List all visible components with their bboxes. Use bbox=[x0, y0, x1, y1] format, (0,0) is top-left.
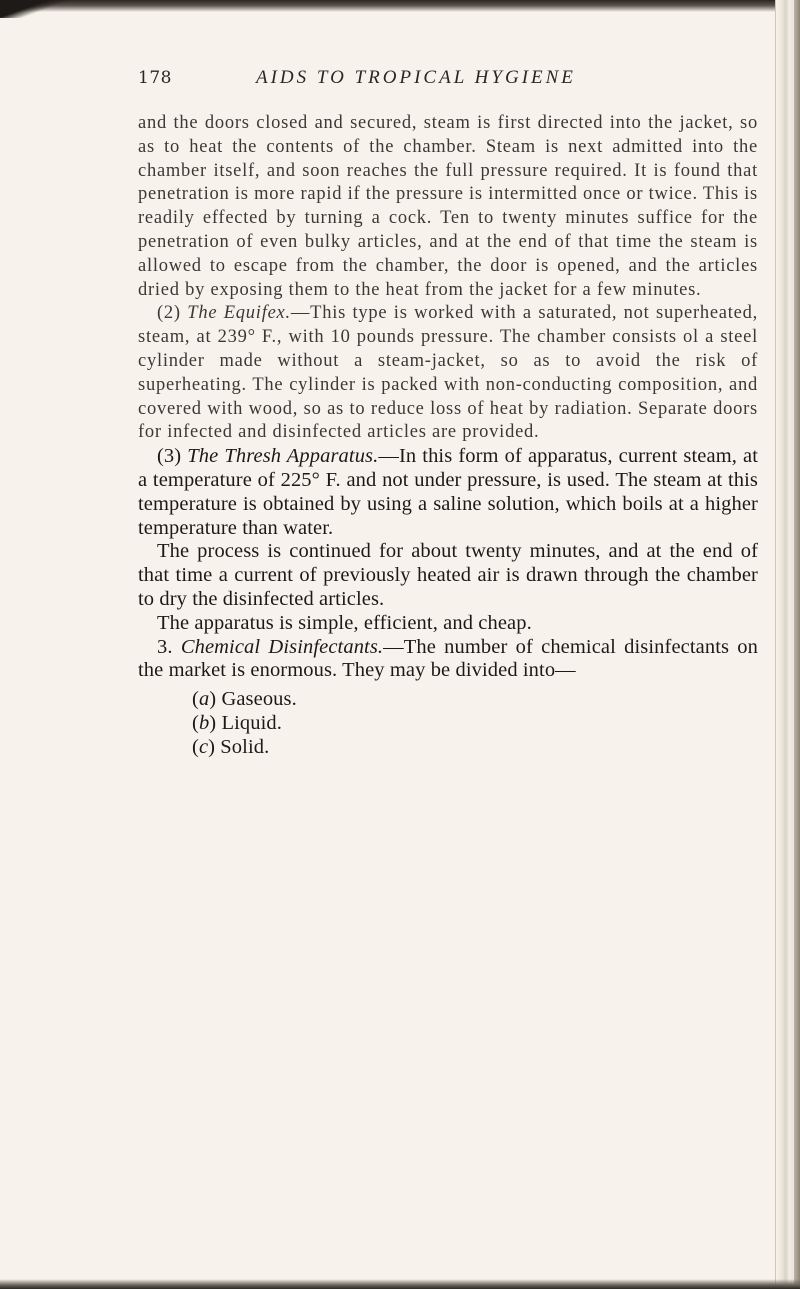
running-head: AIDS TO TROPICAL HYGIENE bbox=[256, 67, 576, 88]
page-corner-shadow bbox=[0, 0, 70, 18]
item-title: Chemical Disinfectants. bbox=[180, 635, 384, 658]
list-marker: c bbox=[198, 736, 209, 759]
list-item: (c) Solid. bbox=[192, 736, 270, 759]
list-item: (a) Gaseous. bbox=[192, 688, 297, 711]
top-edge-shadow bbox=[0, 0, 800, 12]
faded-text-section bbox=[138, 112, 758, 445]
list-item: (b) Liquid. bbox=[192, 712, 282, 735]
list-item-text: Solid. bbox=[220, 736, 270, 759]
page-bottom-edge bbox=[0, 1279, 800, 1289]
paragraph-chemical bbox=[138, 636, 758, 684]
paragraph-process: The process is continued for about twenty minutes, and at the end of that time a current of previously heated air is drawn through the chamber to dry the disinfected articles. bbox=[138, 540, 758, 610]
item-text: —The number of chemical disinfectants on the market is enormous. They may be divided into— bbox=[138, 635, 758, 682]
disinfectant-types-list bbox=[138, 687, 758, 759]
item-number: 3. bbox=[157, 635, 173, 658]
page-header bbox=[138, 64, 758, 96]
item-number: (2) bbox=[157, 303, 181, 324]
item-text: —In this form of apparatus, current steam, at a temperature of 225° F. and not under pressure, is used. The steam at this temperature is obtained by using a saline solution, which boils at a higher temperature than water. bbox=[138, 445, 759, 539]
list-marker: b bbox=[198, 712, 210, 735]
list-marker: a bbox=[198, 688, 210, 711]
item-title: The Thresh Apparatus. bbox=[187, 445, 379, 468]
item-text: —This type is worked with a saturated, not superheated, steam, at 239° F., with 10 pounds pressure. The chamber consists ol a steel cylinder made without a steam-jacket, so as to avoid the risk of superheating. The cylinder is packed with non-conducting composition, and covered with wood, so as to reduce loss of heat by radiation. Separate doors for infected and disinfected articles are provided. bbox=[138, 303, 758, 443]
page-number: 178 bbox=[138, 68, 172, 88]
paragraph-equifex bbox=[138, 302, 758, 445]
paragraph-thresh bbox=[138, 445, 758, 540]
page-right-edge bbox=[775, 0, 800, 1289]
paragraph-continuation: and the doors closed and secured, steam is first directed into the jacket, so as to heat the contents of the chamber. Steam is next admitted into the chamber itself, and soon reaches the full pressure required. It is found that penetration is more rapid if the pressure is intermitted once or twice. This is readily effected by turning a cock. Ten to twenty minutes suffice for the penetration of even bulky articles, and at the end of that time the steam is allowed to escape from the chamber, the door is opened, and the articles dried by exposing them to the heat from the jacket for a few minutes. bbox=[138, 113, 758, 300]
dark-text-section bbox=[138, 445, 758, 759]
item-title: The Equifex. bbox=[187, 303, 291, 324]
list-item-text: Liquid. bbox=[221, 712, 282, 735]
item-number: (3) bbox=[157, 445, 182, 468]
paragraph-apparatus: The apparatus is simple, efficient, and cheap. bbox=[157, 611, 532, 634]
list-item-text: Gaseous. bbox=[221, 688, 297, 711]
page-body bbox=[138, 112, 758, 759]
